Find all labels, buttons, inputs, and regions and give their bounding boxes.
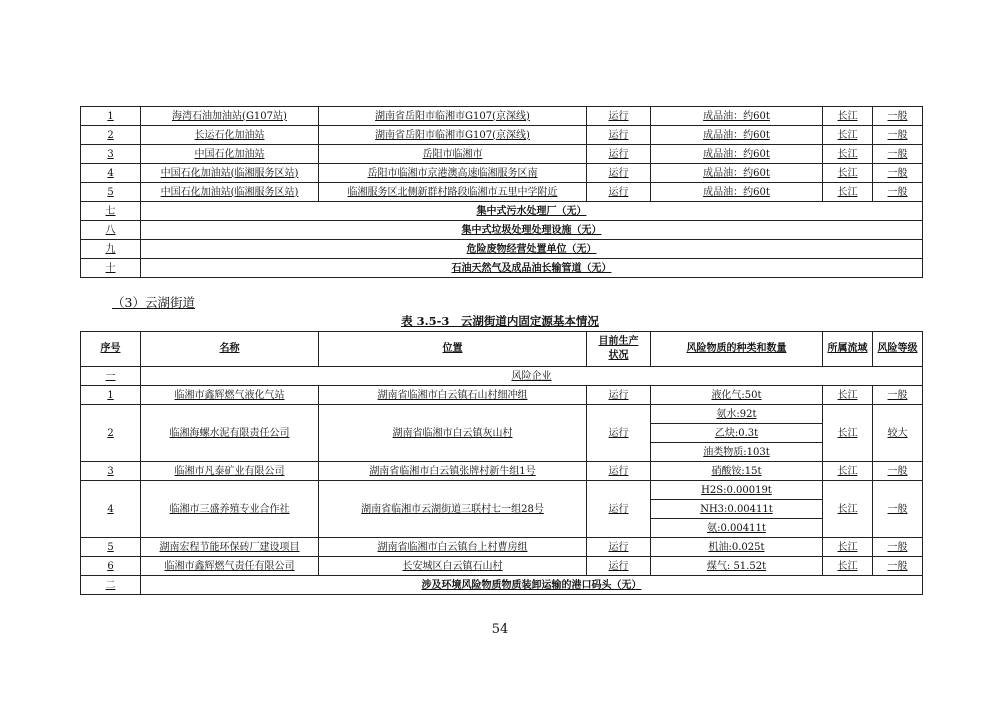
header-status — [587, 332, 651, 367]
risk-substance: H2S:0.00019t — [651, 481, 823, 500]
group-row — [81, 576, 923, 595]
header-status-line2: 状况 — [608, 350, 629, 361]
table-row — [81, 481, 923, 500]
group-title: 风险企业 — [141, 367, 923, 386]
row-number: 2 — [81, 126, 141, 145]
river-basin: 长江 — [823, 557, 873, 576]
header-status-line1: 目前生产 — [598, 336, 639, 347]
facility-location: 湖南省岳阳市临湘市G107(京深线) — [319, 126, 587, 145]
risk-substance: 乙炔:0.3t — [651, 424, 823, 443]
header-location: 位置 — [319, 332, 587, 367]
row-number: 4 — [81, 481, 141, 538]
facility-name: 临湘海螺水泥有限责任公司 — [141, 405, 319, 462]
risk-level: 一般 — [873, 386, 923, 405]
table-row — [81, 557, 923, 576]
facility-location: 临湘服务区北侧新群村路段临湘市五里中学附近 — [319, 183, 587, 202]
risk-substance: 成品油：约60t — [651, 183, 823, 202]
header-substance: 风险物质的种类和数量 — [651, 332, 823, 367]
production-status: 运行 — [587, 145, 651, 164]
risk-level: 较大 — [873, 405, 923, 462]
risk-substance: 成品油：约60t — [651, 126, 823, 145]
facility-name: 中国石化加油站(临湘服务区站) — [141, 164, 319, 183]
category-row — [81, 259, 923, 278]
facility-name: 湖南宏程节能环保砖厂建设项目 — [141, 538, 319, 557]
facility-location: 湖南省岳阳市临湘市G107(京深线) — [319, 107, 587, 126]
facility-name: 临湘市三盛养殖专业合作社 — [141, 481, 319, 538]
risk-level: 一般 — [873, 183, 923, 202]
table-row — [81, 107, 923, 126]
table-caption: 表 3.5-3 云湖街道内固定源基本情况 — [401, 314, 599, 328]
river-basin: 长江 — [823, 538, 873, 557]
risk-substance: 煤气: 51.52t — [651, 557, 823, 576]
category-row — [81, 202, 923, 221]
group-title: 涉及环境风险物质物质装卸运输的港口码头（无） — [141, 576, 923, 595]
risk-substance: 机油:0.025t — [651, 538, 823, 557]
river-basin: 长江 — [823, 126, 873, 145]
row-number: 3 — [81, 462, 141, 481]
header-number: 序号 — [81, 332, 141, 367]
category-number: 九 — [81, 240, 141, 259]
row-number: 5 — [81, 538, 141, 557]
section-heading: （3）云湖街道 — [112, 295, 195, 310]
category-title: 危险废物经营处置单位（无） — [141, 240, 923, 259]
risk-level: 一般 — [873, 164, 923, 183]
row-number: 2 — [81, 405, 141, 462]
facility-name: 中国石化加油站(临湘服务区站) — [141, 183, 319, 202]
category-row — [81, 221, 923, 240]
group-row — [81, 367, 923, 386]
table-row — [81, 538, 923, 557]
facility-location: 湖南省临湘市白云镇张牌村新牛组1号 — [319, 462, 587, 481]
production-status: 运行 — [587, 164, 651, 183]
river-basin: 长江 — [823, 183, 873, 202]
risk-substance: NH3:0.00411t — [651, 500, 823, 519]
row-number: 1 — [81, 107, 141, 126]
table-row — [81, 462, 923, 481]
risk-substance: 氨水:92t — [651, 405, 823, 424]
group-number: 一 — [81, 367, 141, 386]
header-row — [81, 332, 923, 367]
river-basin: 长江 — [823, 462, 873, 481]
page-number: 54 — [491, 622, 509, 637]
row-number: 1 — [81, 386, 141, 405]
category-number: 八 — [81, 221, 141, 240]
risk-substance: 成品油：约60t — [651, 164, 823, 183]
facility-name: 长运石化加油站 — [141, 126, 319, 145]
risk-level: 一般 — [873, 107, 923, 126]
row-number: 4 — [81, 164, 141, 183]
risk-substance: 油类物质:103t — [651, 443, 823, 462]
risk-level: 一般 — [873, 481, 923, 538]
production-status: 运行 — [587, 386, 651, 405]
table-row — [81, 405, 923, 424]
category-title: 集中式污水处理厂（无） — [141, 202, 923, 221]
category-number: 十 — [81, 259, 141, 278]
river-basin: 长江 — [823, 386, 873, 405]
facility-location: 岳阳市临湘市 — [319, 145, 587, 164]
row-number: 6 — [81, 557, 141, 576]
facility-location: 湖南省临湘市白云镇台上村曹房组 — [319, 538, 587, 557]
river-basin: 长江 — [823, 107, 873, 126]
facility-name: 临湘市鑫辉燃气责任有限公司 — [141, 557, 319, 576]
production-status: 运行 — [587, 405, 651, 462]
facility-location: 岳阳市临湘市京港澳高速临湘服务区南 — [319, 164, 587, 183]
header-basin: 所属流域 — [823, 332, 873, 367]
risk-substance: 液化气:50t — [651, 386, 823, 405]
table-row — [81, 126, 923, 145]
facility-location: 湖南省临湘市云湖街道三联村七一组28号 — [319, 481, 587, 538]
table-row — [81, 183, 923, 202]
risk-level: 一般 — [873, 145, 923, 164]
header-level: 风险等级 — [873, 332, 923, 367]
river-basin: 长江 — [823, 164, 873, 183]
facility-name: 海湾石油加油站(G107站) — [141, 107, 319, 126]
row-number: 5 — [81, 183, 141, 202]
river-basin: 长江 — [823, 405, 873, 462]
production-status: 运行 — [587, 183, 651, 202]
production-status: 运行 — [587, 557, 651, 576]
production-status: 运行 — [587, 481, 651, 538]
risk-substance: 氨:0.00411t — [651, 519, 823, 538]
risk-level: 一般 — [873, 538, 923, 557]
production-status: 运行 — [587, 462, 651, 481]
river-basin: 长江 — [823, 481, 873, 538]
yunhu-fixed-source-table — [80, 331, 923, 595]
risk-level: 一般 — [873, 462, 923, 481]
production-status: 运行 — [587, 538, 651, 557]
facility-location: 湖南省临湘市白云镇石山村细冲组 — [319, 386, 587, 405]
river-basin: 长江 — [823, 145, 873, 164]
category-title: 石油天然气及成品油长输管道（无） — [141, 259, 923, 278]
production-status: 运行 — [587, 126, 651, 145]
risk-substance: 成品油：约60t — [651, 107, 823, 126]
category-title: 集中式垃圾处理处理设施（无） — [141, 221, 923, 240]
header-name: 名称 — [141, 332, 319, 367]
risk-substance: 成品油：约60t — [651, 145, 823, 164]
production-status: 运行 — [587, 107, 651, 126]
table-row — [81, 164, 923, 183]
row-number: 3 — [81, 145, 141, 164]
table-row — [81, 386, 923, 405]
facility-name: 临湘市鑫辉燃气液化气站 — [141, 386, 319, 405]
facility-name: 中国石化加油站 — [141, 145, 319, 164]
risk-level: 一般 — [873, 126, 923, 145]
risk-substance: 硝酸铵:15t — [651, 462, 823, 481]
table-row — [81, 145, 923, 164]
facility-location: 长安城区白云镇石山村 — [319, 557, 587, 576]
facility-name: 临湘市凡泰矿业有限公司 — [141, 462, 319, 481]
fixed-source-table-continued — [80, 106, 923, 278]
risk-level: 一般 — [873, 557, 923, 576]
category-row — [81, 240, 923, 259]
facility-location: 湖南省临湘市白云镇灰山村 — [319, 405, 587, 462]
category-number: 七 — [81, 202, 141, 221]
group-number: 二 — [81, 576, 141, 595]
